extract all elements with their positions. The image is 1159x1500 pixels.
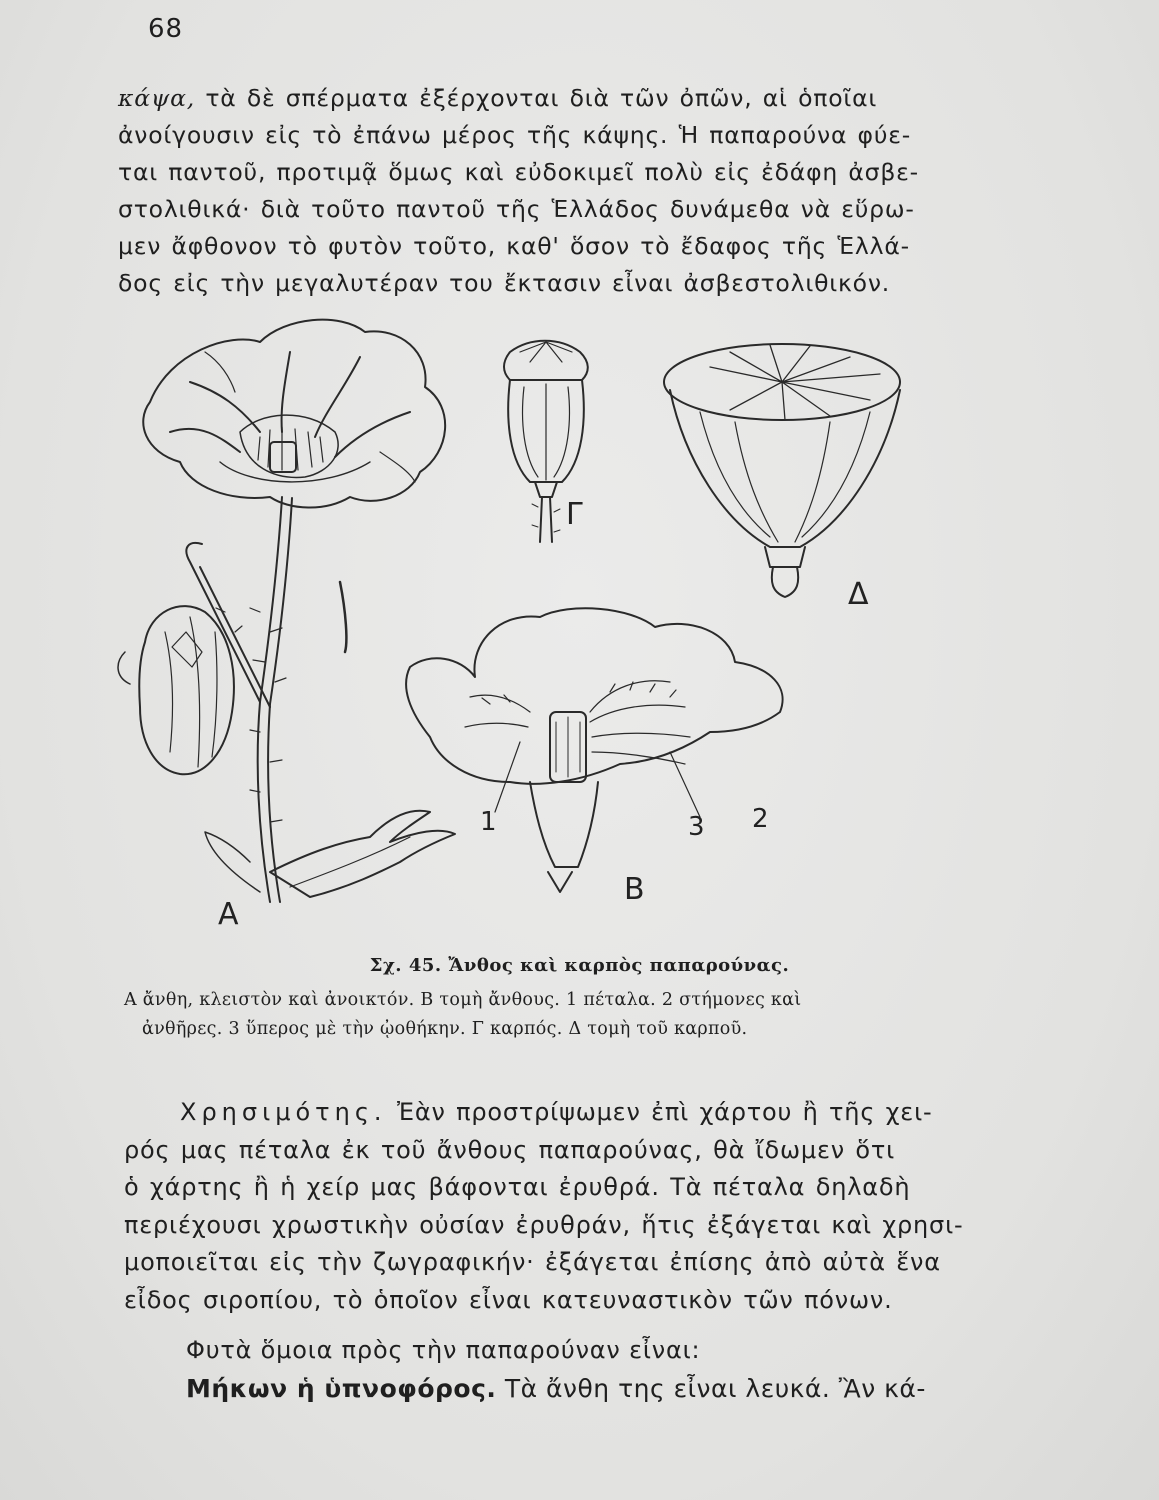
figure-label-a: Α <box>218 897 239 932</box>
capsule-section-drawing <box>664 344 900 597</box>
species-text: Τὰ ἄνθη της εἶναι λευκά. Ἂν κά- <box>496 1374 926 1403</box>
usage-paragraph-line: μοποιεῖται εἰς τὴν ζωγραφικήν· ἐξάγεται ἐπίσης ἀπὸ αὐτὰ ἕνα <box>124 1248 941 1276</box>
top-paragraph <box>118 80 980 302</box>
poppy-illustration <box>110 312 990 952</box>
closed-bud-drawing <box>118 606 234 774</box>
usage-paragraph-line: ρός μας πέταλα ἐκ τοῦ ἄνθους παπαρούνας, θὰ ἴδωμεν ὅτι <box>124 1135 896 1164</box>
species-line <box>186 1369 986 1409</box>
top-paragraph-line <box>118 80 980 117</box>
similar-plants-intro: Φυτὰ ὅμοια πρὸς τὴν παπαρούναν εἶναι: <box>186 1336 701 1364</box>
lead-word: κάψα, <box>118 84 196 112</box>
top-line-text: τὰ δὲ σπέρματα ἐξέρχονται διὰ τῶν ὀπῶν, αἱ ὁποῖαι <box>195 84 878 112</box>
usage-paragraph-line: εἶδος σιροπίου, τὸ ὁποῖον εἶναι κατευναστικὸν τῶν πόνων. <box>124 1285 893 1314</box>
figure-label-pistil: 3 <box>688 812 705 842</box>
usage-paragraph-line: περιέχουσι χρωστικὴν οὐσίαν ἐρυθράν, ἥτις ἐξάγεται καὶ χρησι- <box>124 1210 964 1239</box>
figure-label-stamens: 2 <box>752 804 769 834</box>
figure-label-petals: 1 <box>480 807 497 837</box>
top-paragraph-line: δος εἰς τὴν μεγαλυτέραν του ἔκτασιν εἶναι ἀσβεστολιθικόν. <box>118 269 891 297</box>
similar-plants-section <box>186 1331 986 1409</box>
figure-label-b: Β <box>624 872 645 907</box>
usage-line-text: Ἐὰν προστρίψωμεν ἐπὶ χάρτου ἢ τῆς χει- <box>386 1098 933 1126</box>
top-paragraph-line: στολιθικά· διὰ τοῦτο παντοῦ τῆς Ἑλλάδος δυνάμεθα νὰ εὕρω- <box>118 195 915 223</box>
caption-line: ἀνθῆρες. 3 ὕπερος μὲ τὴν ᾠοθήκην. Γ καρπός. Δ τομὴ τοῦ καρποῦ. <box>142 1019 748 1039</box>
usage-paragraph-line <box>124 1094 986 1132</box>
figure-caption-body <box>124 986 984 1044</box>
usage-paragraph-line: ὁ χάρτης ἢ ἡ χείρ μας βάφονται ἐρυθρά. Τὰ πέταλα δηλαδὴ <box>124 1173 911 1201</box>
page-number: 68 <box>148 14 184 44</box>
figure-label-d: Δ <box>848 577 869 612</box>
figure-caption-title: Σχ. 45. Ἄνθος καὶ καρπὸς παπαρούνας. <box>369 955 790 976</box>
top-paragraph-line: ται παντοῦ, προτιμᾷ ὅμως καὶ εὐδοκιμεῖ πολὺ εἰς ἐδάφη ἀσβε- <box>118 158 919 186</box>
caption-line: Α ἄνθη, κλειστὸν καὶ ἀνοικτόν. Β τομὴ ἄνθους. 1 πέταλα. 2 στήμονες καὶ <box>124 990 802 1010</box>
top-paragraph-line: ἀνοίγουσιν εἰς τὸ ἐπάνω μέρος τῆς κάψης. Ἡ παπαρούνα φύε- <box>118 121 912 149</box>
figure-label-g: Γ <box>566 497 583 532</box>
top-paragraph-line: μεν ἄφθονον τὸ φυτὸν τοῦτο, καθ' ὅσον τὸ ἔδαφος τῆς Ἑλλά- <box>118 232 910 260</box>
species-name: Μήκων ἡ ὑπνοφόρος. <box>186 1374 497 1403</box>
usage-paragraph <box>124 1094 986 1319</box>
flower-section-drawing <box>406 608 782 892</box>
open-flower-drawing <box>143 320 445 508</box>
usage-heading: Χρησιμότης. <box>180 1098 387 1126</box>
